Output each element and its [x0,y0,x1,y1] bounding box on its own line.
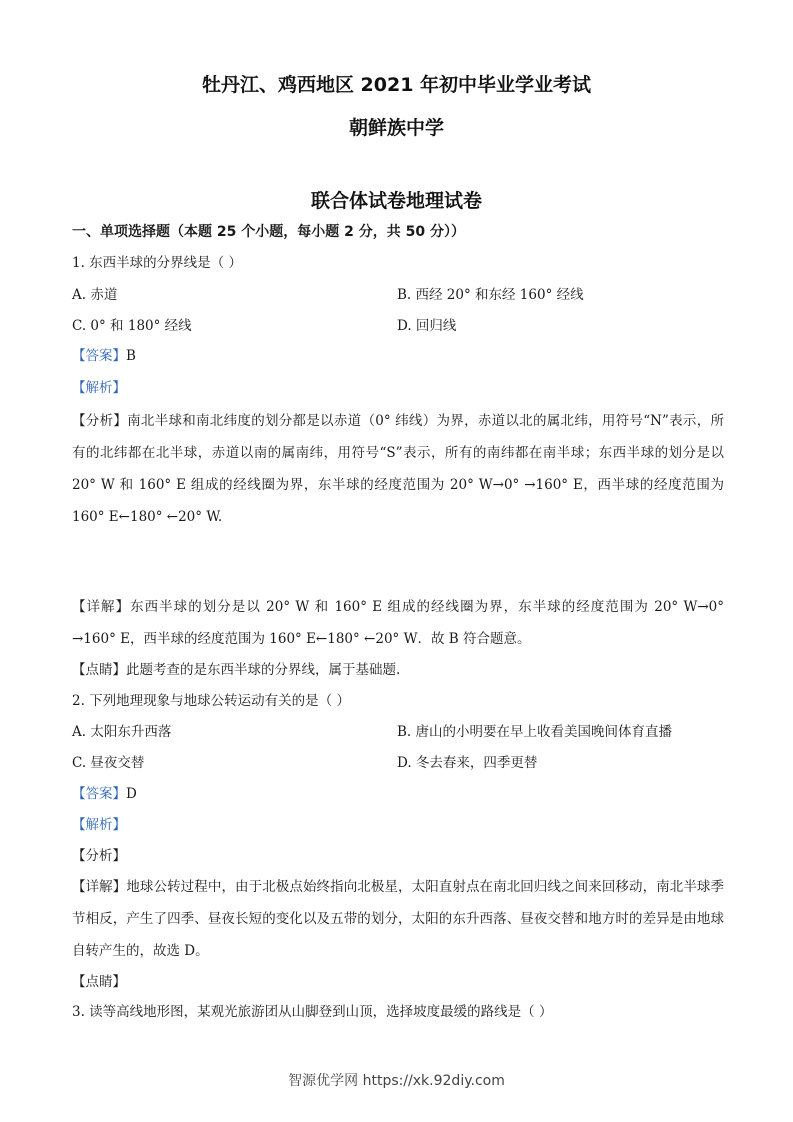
q2-option-b: B. 唐山的小明要在早上收看美国晚间体育直播 [397,724,673,740]
q2-option-a: A. 太阳东升西落 [72,724,172,740]
dianjing-text: 此题考查的是东西半球的分界线，属于基础题. [126,662,401,678]
answer-tag: 【答案】 [72,786,126,802]
q1-stem: 1. 东西半球的分界线是（ ） [72,255,242,271]
q1-dianjing [72,660,400,680]
q1-jiexi [72,378,126,398]
q2-answer [72,784,137,804]
xiangjie-tag: 【详解】 [72,879,127,895]
q2-option-d: D. 冬去春来，四季更替 [397,755,538,771]
q1-fenxi [72,405,724,533]
jiexi-tag: 【解析】 [72,380,126,396]
q2-stem: 2. 下列地理现象与地球公转运动有关的是（ ） [72,693,350,709]
jiexi-tag: 【解析】 [72,817,126,833]
school-name: 朝鲜族中学 [348,117,444,139]
fenxi-text: 南北半球和南北纬度的划分都是以赤道（0° 纬线）为界，赤道以北的属北纬，用符号“N”表示，所有的北纬都在北半球，赤道以南的属南纬，用符号“S”表示，所有的南纬都在南半球；东西半球的划分是以 20° W 和 160° E 组成的经线圈为界，东半球的经度范围为 20° W→0° →160° E，西半球的经度范围为 160° E←180° ←20° W. [72,413,725,525]
answer-tag: 【答案】 [72,348,126,364]
q1-option-c: C. 0° 和 180° 经线 [72,318,192,334]
dianjing-tag: 【点睛】 [72,662,126,678]
section-heading: 一、单项选择题（本题 25 个小题，每小题 2 分，共 50 分）） [72,224,465,240]
q2-fenxi: 【分析】 [72,848,126,864]
q2-jiexi [72,815,126,835]
q1-option-d: D. 回归线 [397,318,457,334]
xiangjie-tag: 【详解】 [72,599,131,615]
q2-dianjing: 【点睛】 [72,974,126,990]
paper-title: 联合体试卷地理试卷 [310,190,482,212]
answer-value: B [126,348,136,364]
q1-xiangjie [72,591,724,655]
xiangjie-text: 地球公转过程中，由于北极点始终指向北极星，太阳直射点在南北回归线之间来回移动，南北半球季节相反，产生了四季、昼夜长短的变化以及五带的划分，太阳的东升西落、昼夜交替和地方时的差异是由地球自转产生的，故选 D。 [72,879,725,959]
fenxi-tag: 【分析】 [72,413,128,429]
q1-option-a: A. 赤道 [72,287,118,303]
q2-option-c: C. 昼夜交替 [72,755,145,771]
page-footer: 智源优学网 https://xk.92diy.com [288,1073,505,1089]
q1-option-b: B. 西经 20° 和东经 160° 经线 [397,287,584,303]
xiangjie-text: 东西半球的划分是以 20° W 和 160° E 组成的经线圈为界，东半球的经度范围为 20° W→0° →160° E，西半球的经度范围为 160° E←180° ←20° W．故 B 符合题意。 [72,599,724,647]
q2-xiangjie [72,871,724,967]
answer-value: D [126,786,137,802]
exam-title: 牡丹江、鸡西地区 2021 年初中毕业学业考试 [201,74,592,96]
q1-answer [72,346,136,366]
q3-stem: 3. 读等高线地形图，某观光旅游团从山脚登到山顶，选择坡度最缓的路线是（ ） [72,1004,553,1020]
